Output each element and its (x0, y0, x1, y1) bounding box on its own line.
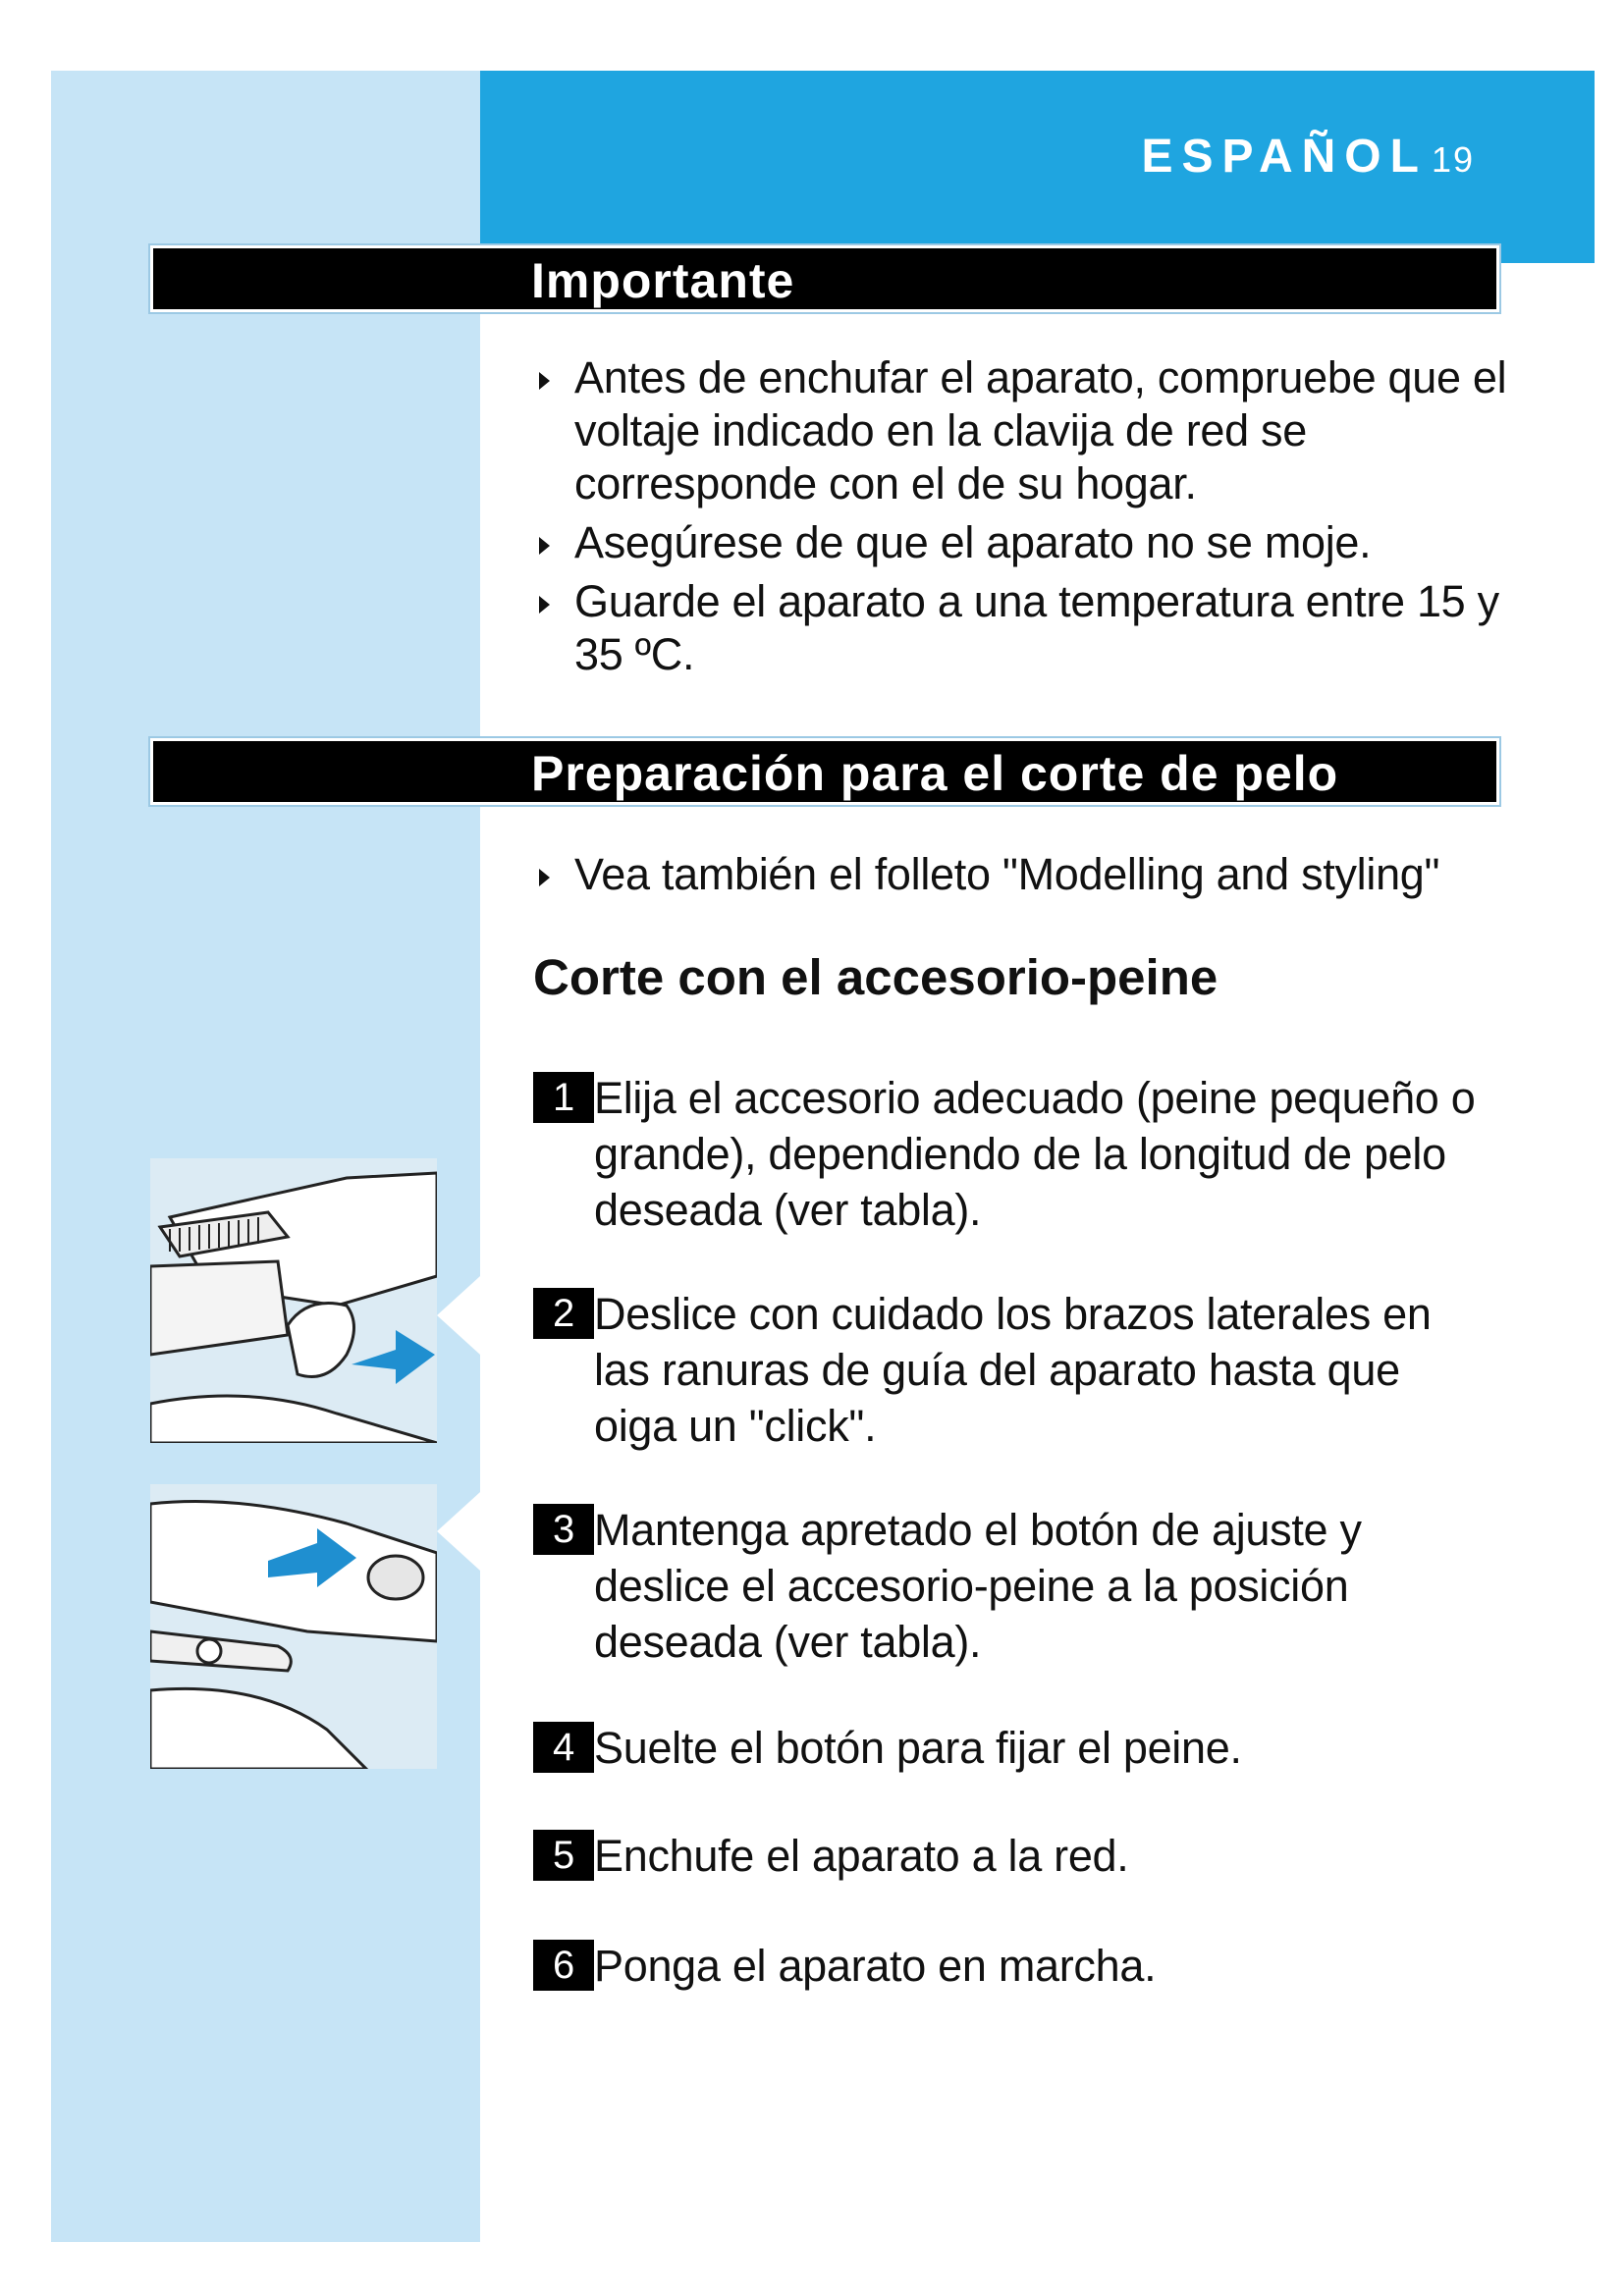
step-number: 6 (533, 1940, 594, 1991)
sidebar-band (51, 71, 480, 2242)
section-title: Preparación para el corte de pelo (531, 746, 1339, 801)
illustration-pointer (437, 1276, 480, 1355)
section-title-bar-importante (150, 245, 1499, 312)
illustration-pointer (437, 1492, 480, 1571)
step-text: Ponga el aparato en marcha. (594, 1941, 1157, 1991)
step-2 (533, 1286, 1525, 1454)
step-3 (533, 1502, 1525, 1670)
step-number: 3 (533, 1504, 594, 1555)
step-number: 2 (533, 1288, 594, 1339)
section-title-bar-preparacion (150, 738, 1499, 805)
step-number: 4 (533, 1722, 594, 1773)
bullet-item: Vea también el folleto "Modelling and styling" (533, 848, 1515, 901)
step-text: Mantenga apretado el botón de ajuste y deslice el accesorio-peine a la posición deseada (ver tabla). (594, 1505, 1362, 1667)
page-number: 19 (1431, 139, 1475, 180)
clipper-comb-attach-illustration (150, 1158, 437, 1443)
step-1 (533, 1070, 1525, 1238)
bullet-item: Guarde el aparato a una temperatura entre 15 y 35 ºC. (533, 575, 1515, 681)
section-title: Importante (531, 253, 795, 308)
subheading: Corte con el accesorio-peine (533, 949, 1218, 1005)
step-text: Elija el accesorio adecuado (peine pequeño o grande), dependiendo de la longitud de pelo deseada (ver tabla). (594, 1073, 1476, 1235)
step-number: 5 (533, 1830, 594, 1881)
step-text: Enchufe el aparato a la red. (594, 1831, 1129, 1881)
language-label: ESPAÑOL (1141, 131, 1428, 183)
clipper-adjust-button-illustration (150, 1484, 437, 1769)
importante-bullet-list (533, 351, 1515, 687)
step-number: 1 (533, 1072, 594, 1123)
bullet-item: Asegúrese de que el aparato no se moje. (533, 516, 1515, 569)
step-6 (533, 1938, 1525, 1994)
page-header (1141, 130, 1475, 184)
step-4 (533, 1720, 1525, 1776)
step-text: Suelte el botón para fijar el peine. (594, 1723, 1242, 1773)
step-text: Deslice con cuidado los brazos laterales en las ranuras de guía del aparato hasta que oiga un "click". (594, 1289, 1432, 1451)
preparacion-bullet-list (533, 848, 1515, 907)
step-5 (533, 1828, 1525, 1884)
bullet-item: Antes de enchufar el aparato, compruebe que el voltaje indicado en la clavija de red se corresponde con el de su hogar. (533, 351, 1515, 510)
